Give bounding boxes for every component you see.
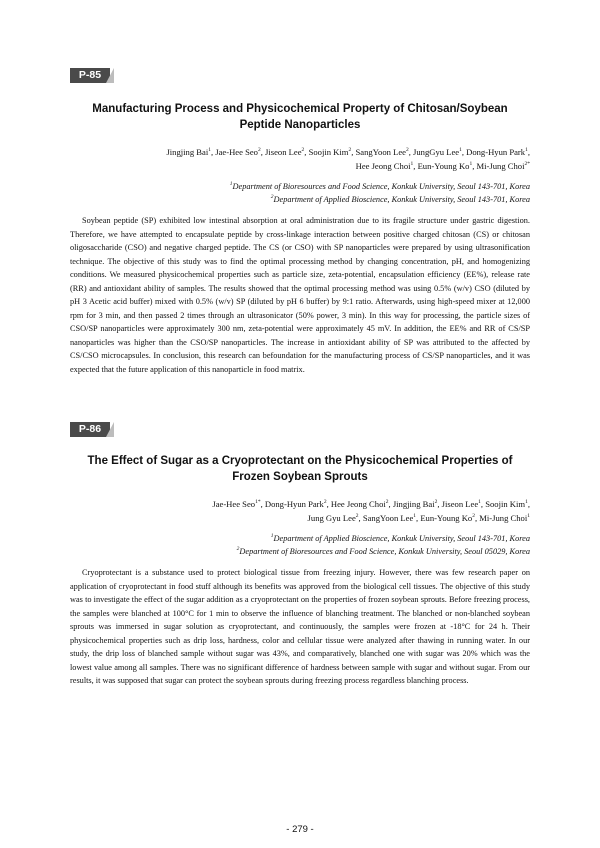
author-name: Eun-Young Ko [420, 513, 473, 524]
author-affiliation-mark: 1* [255, 499, 261, 505]
affiliation: $^2$Department of Applied Bioscience, Konkuk University, Seoul 143-701, Korea [270, 193, 530, 204]
title-line-2: Frozen Soybean Sprouts [232, 471, 368, 483]
page-number: - 279 - [286, 824, 314, 835]
author-name: Dong-Hyun Park [264, 498, 324, 509]
author-affiliation-mark: 1 [413, 513, 417, 520]
author-affiliation-mark: 2 [323, 499, 327, 505]
author-name: JungGyu Lee [413, 146, 460, 157]
abstract-p85 [70, 68, 530, 376]
abstract-title [70, 101, 530, 133]
author-affiliation-mark: 2 [434, 499, 438, 505]
author-name: Mi-Jung Choi [479, 513, 528, 524]
abstract-tag-label: P-86 [70, 422, 110, 437]
author-list: Jingjing Bai$^1$, Jae-Hee Seo$^2$, Jiseon Lee$^2$, Soojin Kim$^2$, SangYoon Lee$^2$, JungGyu Lee$^1$, Dong-Hyun Park$^1$, Hee Jeong Choi$^1$, Eun-Young Ko$^1$, Mi-Jung Choi$^{2*}$ [166, 146, 530, 172]
author-affiliation-mark: 1 [525, 499, 528, 505]
author-name: Soojin Kim [485, 498, 526, 509]
author-list: Jae-Hee Seo$^{1*}$, Dong-Hyun Park$^2$, Hee Jeong Choi$^2$, Jingjing Bai$^2$, Jiseon Lee$^1$, Soojin Kim$^1$, Jung Gyu Lee$^2$, SangYoon Lee$^1$, Eun-Young Ko$^2$, Mi-Jung Choi$^1$ [212, 498, 530, 524]
author-name: Jiseon Lee [441, 498, 479, 509]
author-name: SangYoon Lee [362, 513, 414, 524]
author-name: Dong-Hyun Park [466, 146, 526, 157]
author-name: Jingjing Bai [166, 146, 209, 157]
author-name: Mi-Jung Choi [476, 161, 525, 172]
author-affiliation-mark: 2 [472, 513, 475, 520]
tag-stripe-decoration [106, 422, 114, 437]
author-affiliation-mark: 2 [385, 499, 389, 505]
author-affiliation-mark: 1 [525, 147, 528, 153]
author-name: Jiseon Lee [265, 146, 302, 157]
author-affiliation-mark: 2 [301, 147, 305, 153]
author-name: Jae-Hee Seo [215, 146, 258, 157]
title-line-2: Peptide Nanoparticles [239, 119, 361, 131]
author-affiliation-mark: 1 [410, 161, 414, 168]
affiliation: $^1$Department of Applied Bioscience, Konkuk University, Seoul 143-701, Korea [270, 532, 530, 543]
author-name: Soojin Kim [308, 146, 349, 157]
abstract-tag-label: P-85 [70, 68, 110, 83]
affiliation-list [70, 179, 530, 206]
author-affiliation-mark: 2 [355, 513, 359, 520]
author-affiliation-mark: 1 [527, 513, 530, 520]
author-name: Jingjing Bai [392, 498, 435, 509]
author-name: Jung Gyu Lee [307, 513, 356, 524]
author-name: Hee Jeong Choi [330, 498, 386, 509]
tag-stripe-decoration [106, 68, 114, 83]
abstract-p86 [70, 422, 530, 688]
author-affiliation-mark: 2 [405, 147, 409, 153]
affiliation-list [70, 531, 530, 558]
abstract-title [70, 453, 530, 485]
author-name: Hee Jeong Choi [355, 161, 411, 172]
affiliation: $^1$Department of Bioresources and Food Science, Konkuk University, Seoul 143-701, Korea [229, 180, 530, 191]
author-name: Eun-Young Ko [417, 161, 470, 172]
affiliation: $^2$Department of Bioresources and Food Science, Konkuk University, Seoul 05029, Korea [236, 545, 530, 556]
abstract-tag [70, 68, 118, 83]
author-affiliation-mark: 2 [257, 147, 261, 153]
title-line-1: The Effect of Sugar as a Cryoprotectant on the Physicochemical Properties of [87, 455, 513, 467]
author-affiliation-mark: 2 [348, 147, 352, 153]
author-name: SangYoon Lee [355, 146, 406, 157]
abstract-body: Cryoprotectant is a substance used to protect biological tissue from freezing injury. However, there was few research paper on application of cryoprotectant in food stuff although its benefits was approved from the biological cell tissues. The objective of this study was to investigate the effect of the sugar addition as a cryoprotectant on the properties of frozen soybean sprouts. Before freezing process, the samples were blanched at 100°C for 1 min to observe the influence of blanching treatment. The blanched or non-blanched soybean sprouts was immersed in sugar solution as cryoprotectant, and continuously, the samples were frozen at -18°C for 24 h. Their physicochemical properties such as drip loss, hardness, color and cellular tissue were analyzed after thawing in running water. In our study, the drip loss of blanched sample without sugar was 43%, and comparatively, blanched one with sugar was 20% which was the lowest value among all samples. There was no significant difference of hardness between sample with sugar and without sugar. From our results, it was supposed that sugar can protect the soybean sprouts during freezing process regardless blanching process. [70, 568, 530, 686]
author-name: Jae-Hee Seo [212, 498, 256, 509]
author-affiliation-mark: 1 [478, 499, 481, 505]
author-affiliation-mark: 1 [459, 147, 462, 153]
author-affiliation-mark: 1 [469, 161, 473, 168]
abstract-body: Soybean peptide (SP) exhibited low intestinal absorption at oral administration due to its fragile structure under gastric digestion. Therefore, we have attempted to encapsulate peptide by cross-linkage interaction between positive charged chitosan (CS) or chitosan oligosaccharide (CSO) and negative charged peptide. The CS (or CSO) with SP nanoparticles were prepared by using ultrasonification technique. The objective of this study was to find the optimal processing method by changing concentration, pH, and homogenizing conditions. We measured physicochemical properties such as particle size, zeta-potential, encapsulation efficiency (EE%), release rate (RR) and antioxidant ability of samples. The results showed that the optimal processing method was using 0.5% (w/v) CSO (diluted by pH 3 Acetic acid buffer) mixed with 0.5% (w/v) SP (diluted by pH 6 buffer) by 9:1 ratio. Afterwards, using high-speed mixer at 12,000 rpm for 3 min, and then passed 2 times through an ultrasonicator (50% power, 3 min). In this way for processing, the particle sizes of CSO/SP nanoparticles were approximately 300 nm, zeta-potential were approximately 45 mV. In addition, the EE% and RR of CS/SP nanoparticles was higher than the CSO/SP nanoparticles. The increase in antioxidant ability of SP was attributed to the affected by CS/CSO microcapsules. In conclusion, this research can befoundation for the manufacturing process of CS/SP nanoparticles, and it was expected that the future application of this nanoparticle in food matrix. [70, 216, 530, 374]
author-affiliation-mark: 2* [524, 161, 530, 168]
title-line-1: Manufacturing Process and Physicochemical Property of Chitosan/Soybean [92, 103, 508, 115]
abstract-tag [70, 422, 118, 437]
author-affiliation-mark: 1 [208, 147, 211, 153]
